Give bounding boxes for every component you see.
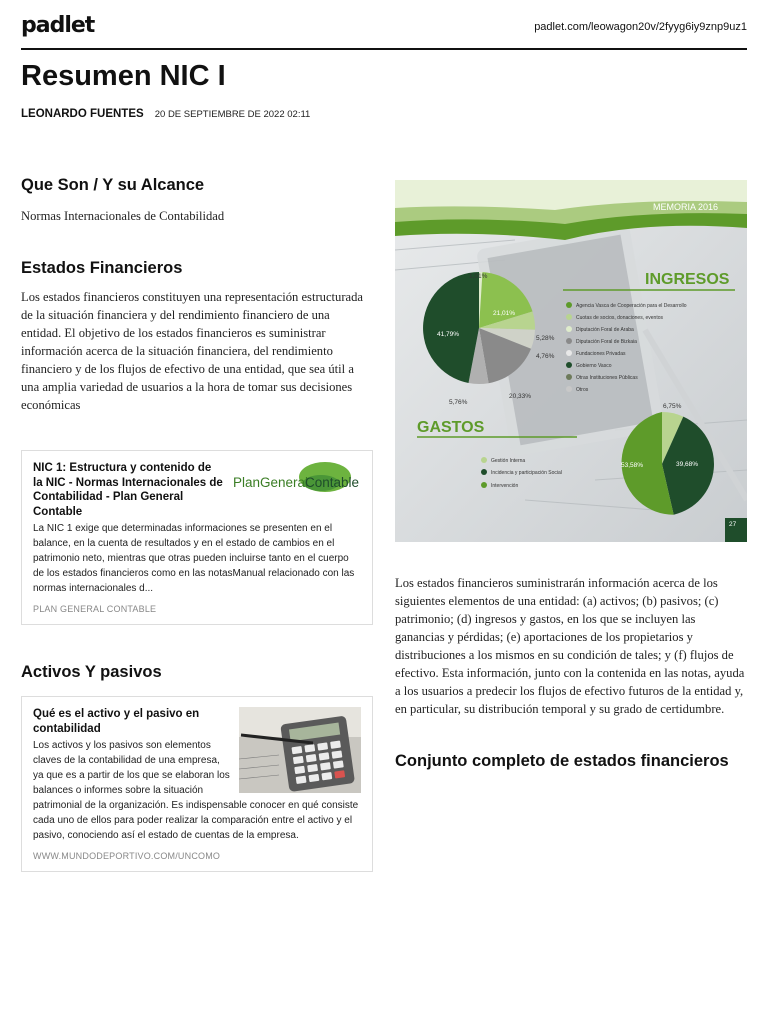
svg-text:5,28%: 5,28% [536,335,555,342]
svg-text:27: 27 [729,521,737,528]
svg-text:5,76%: 5,76% [449,399,468,406]
top-bar [21,0,747,50]
svg-text:41,79%: 41,79% [437,331,460,338]
link-card-source[interactable]: WWW.MUNDODEPORTIVO.COM/UNCOMO [33,851,221,861]
svg-text:21,01%: 21,01% [493,310,516,317]
svg-text:Gestión Interna: Gestión Interna [491,458,526,464]
svg-text:Cuotas de socios, donaciones,: Cuotas de socios, donaciones, eventos [576,315,663,321]
calculator-thumbnail [239,707,361,793]
page-url[interactable]: padlet.com/leowagon20v/2fyyg6iy9znp9uz1 [534,21,747,33]
svg-text:Diputación Foral de Bizkaia: Diputación Foral de Bizkaia [576,339,637,345]
plan-general-contable-logo [223,461,361,501]
svg-text:INGRESOS: INGRESOS [645,271,730,288]
section-heading-estados: Estados Financieros [21,259,183,277]
svg-text:Gobierno Vasco: Gobierno Vasco [576,363,612,369]
svg-text:53,58%: 53,58% [621,462,644,469]
svg-text:Intervención: Intervención [491,483,519,489]
padlet-logo[interactable]: padlet [21,13,95,38]
link-card-activo-pasivo[interactable] [21,696,373,872]
link-card-title[interactable]: NIC 1: Estructura y contenido de la NIC - Normas Internacionales de Contabilidad - Plan General Contable [33,462,223,518]
left-column [21,176,373,872]
svg-text:6,75%: 6,75% [663,403,682,410]
svg-text:4,76%: 4,76% [536,353,555,360]
right-column [395,180,747,771]
link-card-source[interactable]: PLAN GENERAL CONTABLE [33,604,157,614]
section-text-estados: Los estados financieros constituyen una representación estructurada de la situación financiera y del rendimiento financiero de una entidad. El objetivo de los estados financieros es suministrar información acerca de la situación financiera, del rendimiento financiero y de los flujos de efectivo de una entidad, que sea útil a una amplia variedad de usuarios a la hora de tomar sus decisiones económicas [21,290,364,412]
link-card-description: La NIC 1 exige que determinadas informaciones se presenten en el balance, en la cuenta de resultados y en el estado de cambios en el patrimonio neto, mientras que otras pueden incluirse tanto en el cuerpo de los estados financieros como en las notasManual relacionado con las normas internacionales d... [33,523,355,594]
author-name: LEONARDO FUENTES [21,108,144,120]
svg-text:Otras Instituciones Públicas: Otras Instituciones Públicas [576,375,638,381]
section-text-alcance: Normas Internacionales de Contabilidad [21,209,225,223]
svg-text:39,68%: 39,68% [676,461,699,468]
svg-text:Diputación Foral de Araba: Diputación Foral de Araba [576,327,634,333]
svg-text:Contable: Contable [305,475,359,490]
svg-text:PlanGeneral: PlanGeneral [233,475,309,490]
link-card-nic1[interactable] [21,450,373,625]
svg-text:GASTOS: GASTOS [417,419,485,436]
page-title: Resumen NIC I [21,60,226,92]
section-heading-alcance: Que Son / Y su Alcance [21,176,205,194]
section-heading-conjunto: Conjunto completo de estados financieros [395,752,729,770]
link-card-description: Los activos y los pasivos son elementos claves de la contabilidad de una empresa, ya que es a partir de los que se elaboran los balances o informes sobre la situación patrimonial de la organización. Es indispensable conocer en qué consiste cada uno de ellos para poder realizar la comparación entre el activo y el pasivo, conociendo así el estado de cuentas de la empresa. [33,740,359,841]
section-text-elementos: Los estados financieros suministrarán información acerca de los siguientes elementos de una entidad: (a) activos; (b) pasivos; (c) patrimonio; (d) ingresos y gastos, en los que se incluyen las ganancias y pérdidas; (e) aportaciones de los propietarios y distribuciones a los mismos en su condición de tales; y (f) flujos de efectivo. Esta información, junto con la contenida en las notas, ayuda a los usuarios a predecir los flujos de efectivo futuros de la entidad y, en particular, su distribución temporal y su grado de certidumbre. [395,576,745,716]
svg-text:Fundaciones Privadas: Fundaciones Privadas [576,351,626,357]
section-heading-activos: Activos Y pasivos [21,663,162,681]
svg-text:1,01%: 1,01% [469,273,488,280]
svg-text:MEMORIA 2016: MEMORIA 2016 [653,202,719,212]
post-meta [21,108,310,120]
post-date: 20 DE SEPTIEMBRE DE 2022 02:11 [154,109,311,120]
memoria-infographic-image[interactable] [395,180,747,542]
svg-text:Incidencia y participación Soc: Incidencia y participación Social [491,470,562,476]
svg-text:Agencia Vasca de Cooperación p: Agencia Vasca de Cooperación para el Desarrollo [576,303,687,309]
svg-text:20,33%: 20,33% [509,393,532,400]
svg-text:Otros: Otros [576,387,589,393]
link-card-title[interactable]: Qué es el activo y el pasivo en contabilidad [33,708,200,735]
